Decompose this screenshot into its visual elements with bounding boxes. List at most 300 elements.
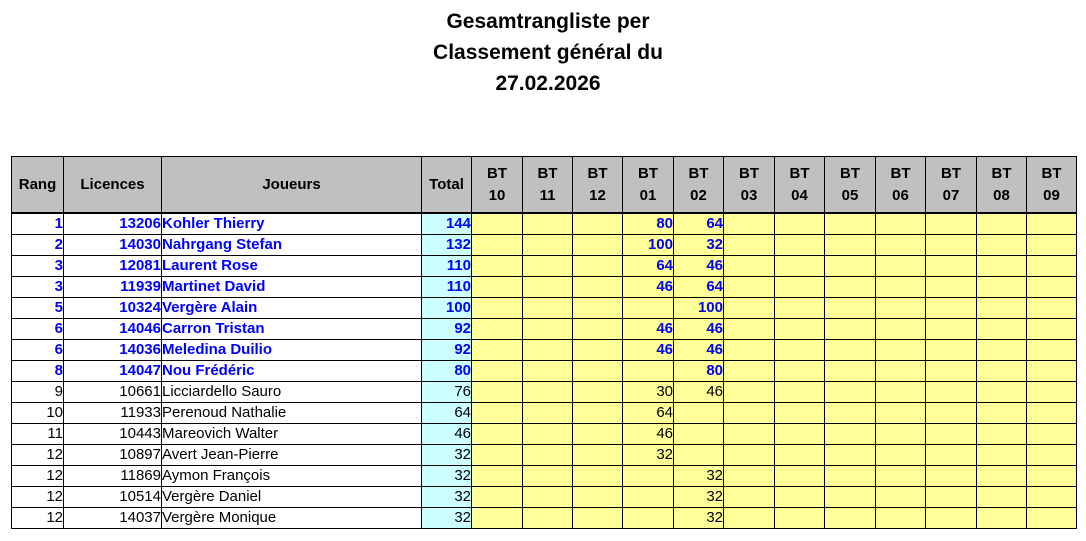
header-bt-08 [977,157,1027,214]
cell-bt-06 [876,382,926,403]
table-row [12,382,1077,403]
table-row [12,361,1077,382]
cell-bt-07 [926,508,977,529]
cell-joueur: Nahrgang Stefan [162,235,422,256]
cell-bt-05 [825,298,876,319]
cell-total: 110 [422,277,472,298]
header-bt-number: 08 [993,186,1010,204]
cell-licence: 14036 [64,340,162,361]
cell-bt-07 [926,487,977,508]
cell-bt-06 [876,361,926,382]
cell-bt-06 [876,445,926,466]
cell-bt-11 [523,256,573,277]
cell-total: 110 [422,256,472,277]
cell-bt-03 [724,508,775,529]
cell-bt-05 [825,319,876,340]
cell-bt-09 [1027,466,1077,487]
table-header [12,157,1077,214]
cell-bt-07 [926,340,977,361]
cell-bt-04 [775,508,825,529]
table-row [12,298,1077,319]
header-bt-number: 05 [841,186,859,204]
cell-joueur: Aymon François [162,466,422,487]
header-bt-label: BT [991,164,1012,182]
cell-joueur: Meledina Duilio [162,340,422,361]
cell-joueur: Laurent Rose [162,256,422,277]
cell-bt-06 [876,487,926,508]
cell-bt-12 [573,508,623,529]
header-bt-04 [775,157,825,214]
cell-bt-06 [876,298,926,319]
cell-bt-09 [1027,235,1077,256]
header-bt-label: BT [487,164,507,182]
cell-licence: 10661 [64,382,162,403]
cell-bt-05 [825,424,876,445]
cell-bt-03 [724,256,775,277]
title-line-3: 27.02.2026 [495,72,601,95]
cell-bt-04 [775,277,825,298]
cell-bt-03 [724,424,775,445]
cell-bt-08 [977,466,1027,487]
cell-bt-02: 46 [674,382,724,403]
cell-bt-06 [876,256,926,277]
cell-total: 132 [422,235,472,256]
header-bt-12 [573,157,623,214]
table-row [12,487,1077,508]
cell-joueur: Vergère Monique [162,508,422,529]
header-bt-label: BT [587,164,608,182]
cell-bt-05 [825,361,876,382]
cell-bt-09 [1027,424,1077,445]
cell-bt-08 [977,277,1027,298]
cell-bt-09 [1027,382,1077,403]
cell-bt-05 [825,382,876,403]
cell-bt-06 [876,403,926,424]
cell-licence: 10897 [64,445,162,466]
cell-total: 76 [422,382,472,403]
cell-bt-11 [523,340,573,361]
cell-bt-07 [926,361,977,382]
cell-bt-02: 32 [674,487,724,508]
header-bt-03 [724,157,775,214]
cell-bt-11 [523,382,573,403]
cell-bt-10 [472,319,523,340]
cell-bt-04 [775,445,825,466]
cell-bt-10 [472,445,523,466]
cell-bt-12 [573,424,623,445]
cell-bt-01: 46 [623,340,674,361]
cell-bt-09 [1027,487,1077,508]
cell-bt-02: 32 [674,466,724,487]
cell-bt-03 [724,487,775,508]
cell-bt-02 [674,424,724,445]
header-bt-number: 09 [1043,186,1060,204]
cell-bt-01 [623,298,674,319]
header-bt-number: 11 [539,186,556,204]
page-title [0,6,1086,99]
header-bt-number: 06 [892,186,909,204]
cell-bt-05 [825,466,876,487]
table-row [12,277,1077,298]
cell-bt-10 [472,340,523,361]
cell-bt-09 [1027,213,1077,235]
title-line-2: Classement général du [433,41,663,64]
cell-bt-12 [573,361,623,382]
cell-total: 32 [422,487,472,508]
cell-bt-10 [472,235,523,256]
header-bt-label: BT [688,164,709,182]
cell-rang: 1 [12,213,64,235]
cell-bt-03 [724,382,775,403]
cell-bt-04 [775,424,825,445]
cell-bt-02: 32 [674,508,724,529]
cell-licence: 14047 [64,361,162,382]
header-bt-label: BT [537,164,558,182]
cell-joueur: Avert Jean-Pierre [162,445,422,466]
cell-bt-09 [1027,361,1077,382]
cell-bt-11 [523,424,573,445]
header-bt-number: 03 [740,186,758,204]
cell-bt-11 [523,466,573,487]
header-bt-label: BT [638,164,658,182]
cell-bt-05 [825,508,876,529]
cell-bt-09 [1027,445,1077,466]
header-bt-number: 02 [690,186,707,204]
cell-bt-12 [573,403,623,424]
header-bt-09 [1027,157,1077,214]
cell-bt-04 [775,403,825,424]
cell-bt-12 [573,256,623,277]
cell-bt-07 [926,466,977,487]
cell-bt-10 [472,361,523,382]
cell-bt-10 [472,508,523,529]
cell-bt-11 [523,235,573,256]
cell-bt-01: 46 [623,424,674,445]
cell-bt-04 [775,382,825,403]
cell-bt-01: 30 [623,382,674,403]
cell-joueur: Martinet David [162,277,422,298]
cell-bt-02: 100 [674,298,724,319]
cell-bt-02: 46 [674,340,724,361]
cell-bt-10 [472,487,523,508]
cell-bt-05 [825,445,876,466]
cell-bt-07 [926,298,977,319]
cell-licence: 10443 [64,424,162,445]
header-joueurs: Joueurs [162,157,422,214]
cell-bt-01: 100 [623,235,674,256]
cell-joueur: Kohler Thierry [162,213,422,235]
cell-licence: 10514 [64,487,162,508]
cell-bt-01: 64 [623,256,674,277]
cell-bt-12 [573,319,623,340]
cell-bt-01: 80 [623,213,674,235]
cell-bt-02: 46 [674,319,724,340]
cell-bt-05 [825,213,876,235]
cell-bt-03 [724,277,775,298]
cell-bt-01: 46 [623,319,674,340]
cell-bt-10 [472,298,523,319]
cell-joueur: Nou Frédéric [162,361,422,382]
cell-bt-12 [573,445,623,466]
cell-bt-11 [523,487,573,508]
cell-licence: 11939 [64,277,162,298]
cell-rang: 9 [12,382,64,403]
cell-licence: 14037 [64,508,162,529]
cell-total: 32 [422,508,472,529]
cell-bt-07 [926,382,977,403]
cell-bt-09 [1027,298,1077,319]
cell-bt-06 [876,340,926,361]
cell-licence: 10324 [64,298,162,319]
cell-rang: 6 [12,319,64,340]
cell-bt-01 [623,508,674,529]
cell-rang: 12 [12,445,64,466]
table-row [12,340,1077,361]
cell-rang: 12 [12,487,64,508]
cell-bt-12 [573,235,623,256]
cell-rang: 12 [12,466,64,487]
header-bt-label: BT [840,164,860,182]
cell-rang: 11 [12,424,64,445]
cell-bt-08 [977,487,1027,508]
cell-bt-09 [1027,277,1077,298]
cell-bt-12 [573,466,623,487]
cell-bt-08 [977,382,1027,403]
cell-bt-12 [573,298,623,319]
cell-rang: 6 [12,340,64,361]
cell-bt-01: 32 [623,445,674,466]
cell-bt-08 [977,256,1027,277]
cell-total: 144 [422,213,472,235]
header-bt-number: 07 [942,186,960,204]
cell-bt-08 [977,340,1027,361]
cell-bt-04 [775,235,825,256]
cell-total: 32 [422,466,472,487]
cell-bt-08 [977,319,1027,340]
cell-bt-09 [1027,256,1077,277]
cell-joueur: Perenoud Nathalie [162,403,422,424]
cell-bt-11 [523,298,573,319]
cell-joueur: Licciardello Sauro [162,382,422,403]
cell-licence: 12081 [64,256,162,277]
cell-bt-08 [977,298,1027,319]
cell-licence: 14030 [64,235,162,256]
cell-rang: 3 [12,277,64,298]
cell-bt-06 [876,319,926,340]
cell-bt-12 [573,382,623,403]
cell-bt-04 [775,466,825,487]
cell-bt-07 [926,277,977,298]
cell-bt-06 [876,466,926,487]
cell-bt-02 [674,403,724,424]
table-row [12,508,1077,529]
table-body [12,213,1077,529]
header-bt-10 [472,157,523,214]
table-row [12,403,1077,424]
cell-bt-10 [472,277,523,298]
cell-rang: 8 [12,361,64,382]
cell-licence: 13206 [64,213,162,235]
header-bt-01 [623,157,674,214]
cell-joueur: Mareovich Walter [162,424,422,445]
table-row [12,213,1077,235]
header-bt-number: 01 [639,186,657,204]
header-bt-label: BT [1041,164,1062,182]
cell-total: 100 [422,298,472,319]
cell-bt-10 [472,466,523,487]
cell-bt-01 [623,487,674,508]
cell-bt-08 [977,213,1027,235]
cell-total: 92 [422,340,472,361]
cell-bt-03 [724,213,775,235]
cell-bt-04 [775,256,825,277]
cell-bt-05 [825,403,876,424]
cell-rang: 5 [12,298,64,319]
cell-bt-05 [825,340,876,361]
table-row [12,424,1077,445]
header-bt-number: 10 [488,186,506,204]
cell-total: 46 [422,424,472,445]
cell-rang: 3 [12,256,64,277]
cell-bt-11 [523,213,573,235]
cell-bt-10 [472,256,523,277]
cell-bt-02: 64 [674,277,724,298]
cell-bt-06 [876,213,926,235]
cell-bt-04 [775,361,825,382]
cell-bt-08 [977,508,1027,529]
cell-bt-06 [876,235,926,256]
cell-bt-05 [825,277,876,298]
cell-rang: 2 [12,235,64,256]
cell-bt-09 [1027,340,1077,361]
cell-bt-05 [825,235,876,256]
cell-bt-01: 46 [623,277,674,298]
cell-bt-11 [523,403,573,424]
header-bt-05 [825,157,876,214]
cell-bt-11 [523,361,573,382]
cell-bt-04 [775,213,825,235]
cell-bt-02: 64 [674,213,724,235]
header-rang: Rang [12,157,64,214]
cell-bt-02 [674,445,724,466]
cell-bt-08 [977,424,1027,445]
cell-total: 80 [422,361,472,382]
cell-bt-07 [926,445,977,466]
cell-bt-07 [926,403,977,424]
header-bt-label: BT [739,164,759,182]
cell-bt-06 [876,508,926,529]
cell-bt-07 [926,319,977,340]
cell-bt-11 [523,277,573,298]
cell-bt-10 [472,424,523,445]
cell-bt-10 [472,403,523,424]
title-line-1: Gesamtrangliste per [446,10,650,33]
cell-total: 92 [422,319,472,340]
cell-bt-01: 64 [623,403,674,424]
cell-bt-08 [977,361,1027,382]
cell-bt-08 [977,445,1027,466]
cell-bt-12 [573,277,623,298]
cell-bt-06 [876,277,926,298]
cell-bt-06 [876,424,926,445]
header-bt-number: 12 [589,186,606,204]
header-bt-07 [926,157,977,214]
cell-bt-03 [724,298,775,319]
header-total: Total [422,157,472,214]
cell-bt-07 [926,235,977,256]
cell-bt-12 [573,213,623,235]
cell-total: 32 [422,445,472,466]
cell-bt-04 [775,319,825,340]
ranking-table [11,156,1077,529]
cell-bt-02: 32 [674,235,724,256]
cell-bt-03 [724,235,775,256]
header-bt-06 [876,157,926,214]
cell-bt-02: 80 [674,361,724,382]
cell-bt-09 [1027,403,1077,424]
cell-rang: 12 [12,508,64,529]
cell-bt-12 [573,487,623,508]
cell-total: 64 [422,403,472,424]
cell-bt-09 [1027,319,1077,340]
cell-bt-07 [926,256,977,277]
cell-bt-05 [825,256,876,277]
cell-bt-03 [724,319,775,340]
cell-bt-01 [623,361,674,382]
table-row [12,319,1077,340]
cell-bt-02: 46 [674,256,724,277]
cell-bt-05 [825,487,876,508]
table-row [12,466,1077,487]
cell-bt-10 [472,382,523,403]
cell-bt-11 [523,445,573,466]
cell-licence: 11933 [64,403,162,424]
cell-bt-04 [775,340,825,361]
table-row [12,235,1077,256]
cell-bt-12 [573,340,623,361]
cell-bt-04 [775,487,825,508]
header-bt-label: BT [941,164,961,182]
table-row [12,256,1077,277]
header-bt-11 [523,157,573,214]
cell-joueur: Vergère Alain [162,298,422,319]
header-bt-label: BT [890,164,911,182]
cell-bt-09 [1027,508,1077,529]
cell-joueur: Carron Tristan [162,319,422,340]
cell-bt-01 [623,466,674,487]
cell-bt-07 [926,424,977,445]
cell-bt-08 [977,403,1027,424]
header-licences: Licences [64,157,162,214]
cell-bt-03 [724,466,775,487]
cell-bt-04 [775,298,825,319]
cell-licence: 14046 [64,319,162,340]
cell-bt-07 [926,213,977,235]
cell-bt-03 [724,361,775,382]
cell-bt-11 [523,508,573,529]
table-row [12,445,1077,466]
cell-bt-08 [977,235,1027,256]
cell-joueur: Vergère Daniel [162,487,422,508]
cell-bt-03 [724,445,775,466]
cell-bt-03 [724,403,775,424]
header-bt-number: 04 [791,186,808,204]
header-bt-label: BT [789,164,810,182]
cell-bt-10 [472,213,523,235]
cell-licence: 11869 [64,466,162,487]
cell-bt-03 [724,340,775,361]
header-bt-02 [674,157,724,214]
